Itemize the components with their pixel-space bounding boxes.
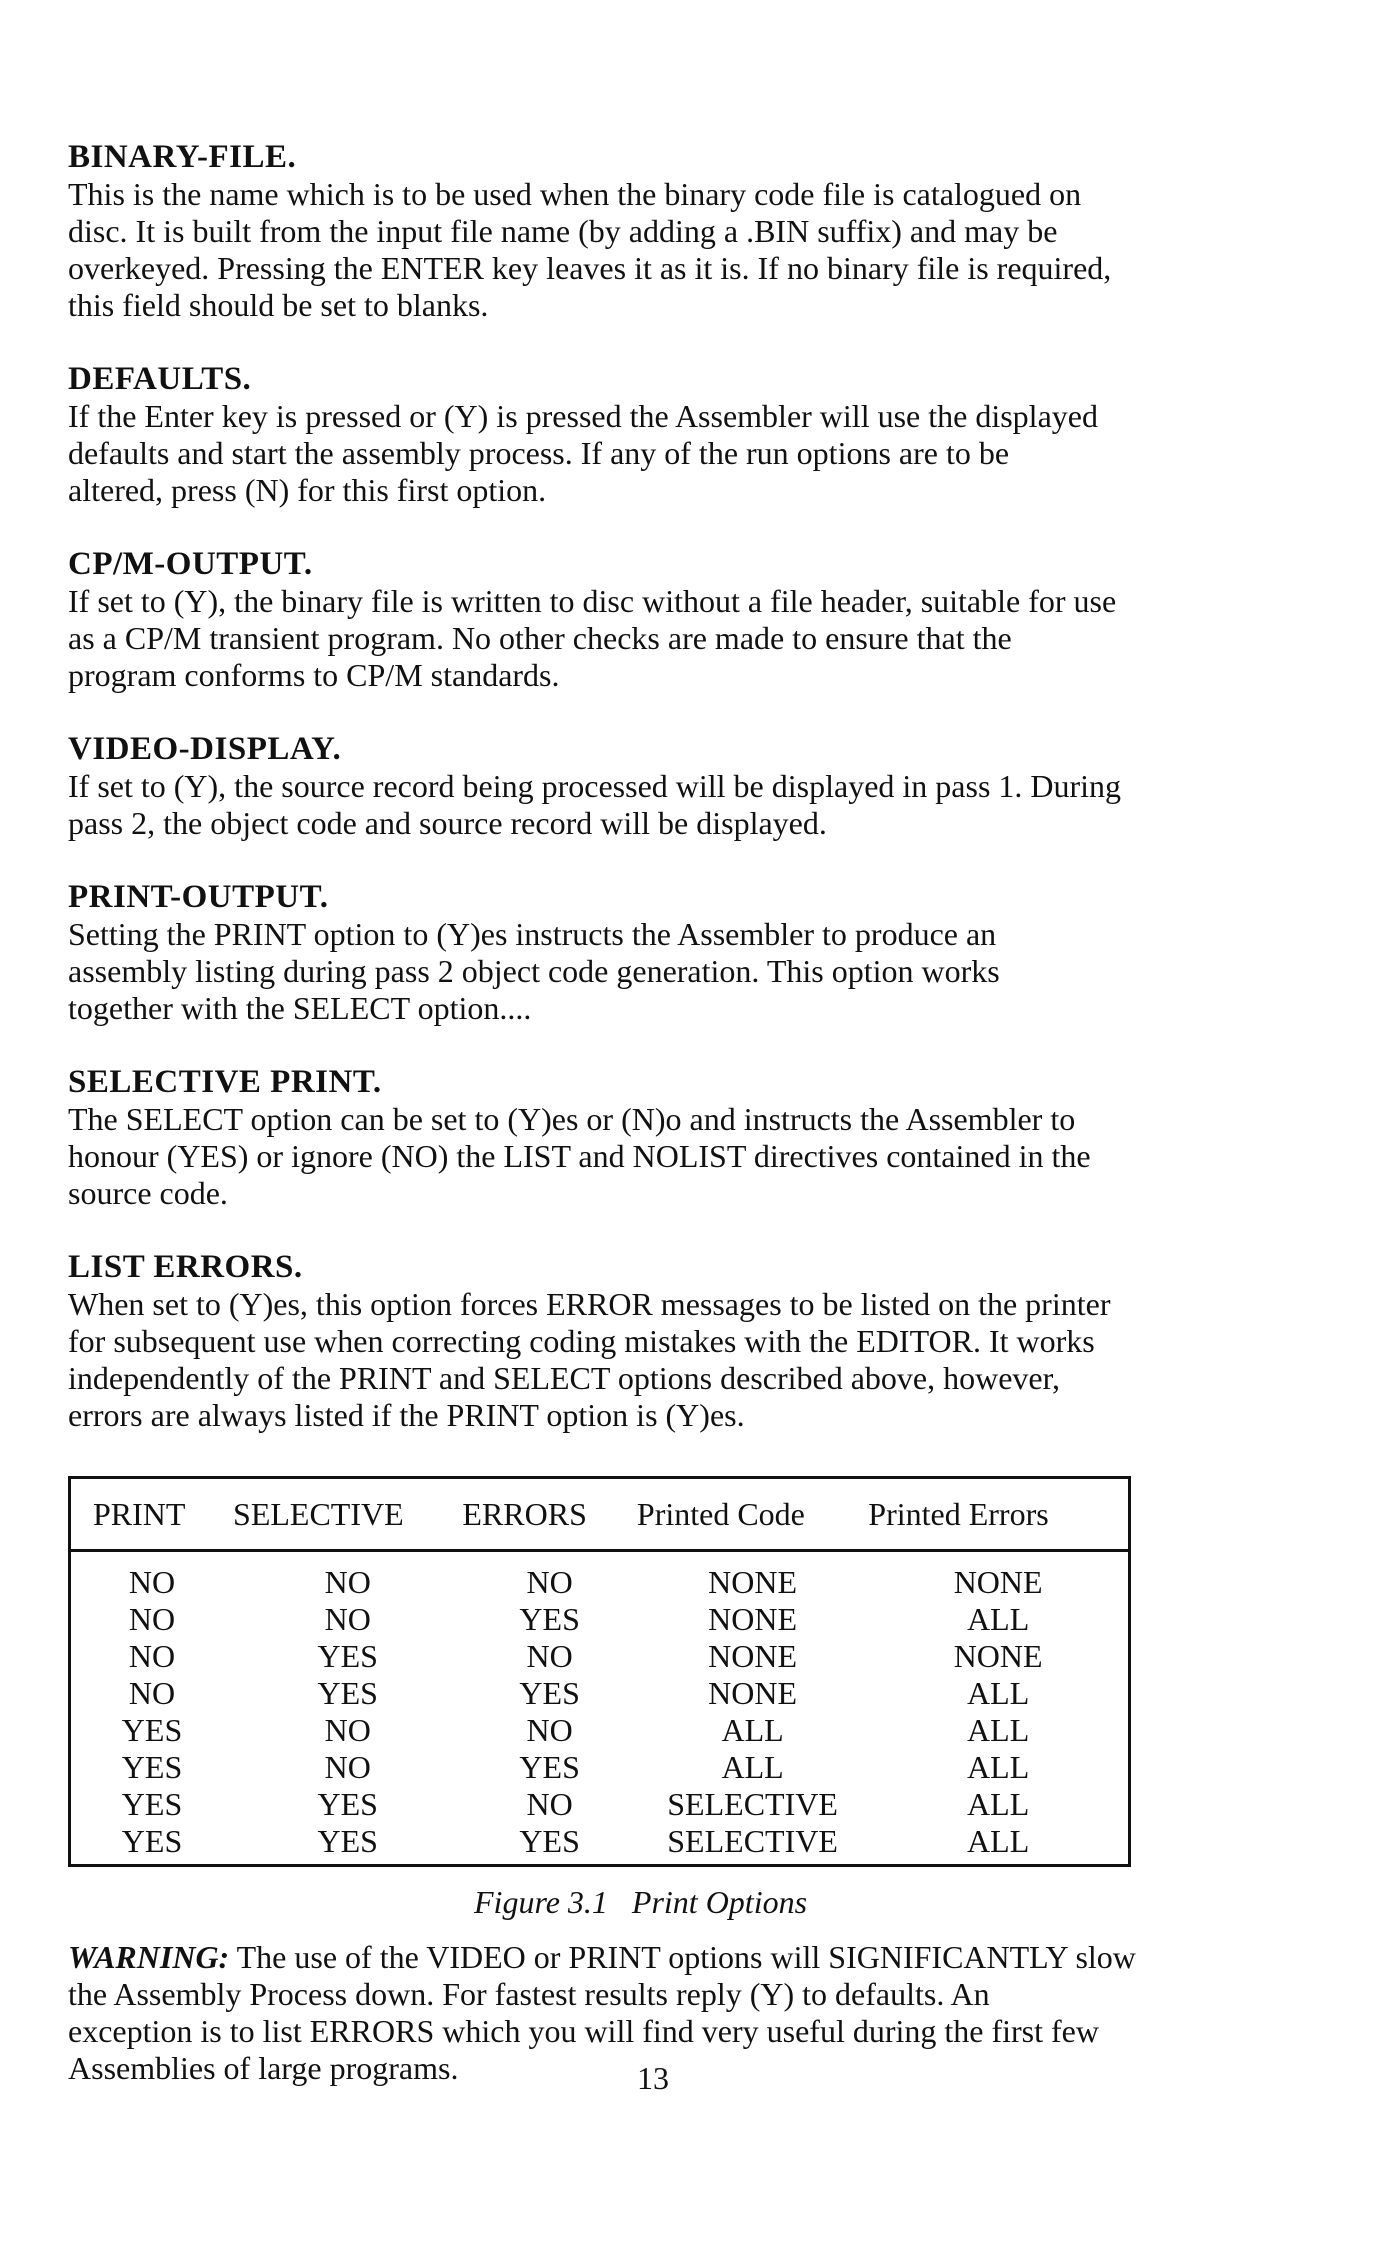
table-cell: YES xyxy=(519,1601,580,1637)
body-line: program conforms to CP/M standards. xyxy=(68,657,560,693)
body-line: If set to (Y), the binary file is written to disc without a file header, suitable for use xyxy=(68,583,1117,619)
table-cell: YES xyxy=(121,1712,183,1748)
table-cell: SELECTIVE xyxy=(667,1786,838,1822)
body-line: errors are always listed if the PRINT option is (Y)es. xyxy=(68,1397,745,1433)
section-binary-file xyxy=(68,138,1238,324)
table-cell: NONE xyxy=(708,1638,798,1674)
body-line: for subsequent use when correcting coding mistakes with the EDITOR. It works xyxy=(68,1323,1095,1359)
figure-number: Figure 3.1 xyxy=(474,1884,608,1920)
column-header: SELECTIVE xyxy=(233,1478,462,1551)
body-line: assembly listing during pass 2 object code generation. This option works xyxy=(68,953,1000,989)
table-row xyxy=(70,1786,1130,1823)
document-page xyxy=(68,138,1238,2087)
table-cell: ALL xyxy=(967,1749,1030,1785)
table-row xyxy=(70,1601,1130,1638)
body-line: Setting the PRINT option to (Y)es instructs the Assembler to produce an xyxy=(68,916,997,952)
table-row xyxy=(70,1638,1130,1675)
body-line: disc. It is built from the input file name (by adding a .BIN suffix) and may be xyxy=(68,213,1058,249)
body-line: together with the SELECT option.... xyxy=(68,990,532,1026)
table-row xyxy=(70,1749,1130,1786)
section-list-errors xyxy=(68,1248,1238,1434)
table-cell: YES xyxy=(121,1823,183,1859)
body-line: overkeyed. Pressing the ENTER key leaves it as it is. If no binary file is required, xyxy=(68,250,1112,286)
table-cell: NO xyxy=(128,1564,176,1600)
table-cell: NO xyxy=(128,1675,176,1711)
table-cell: ALL xyxy=(967,1712,1030,1748)
table-cell: YES xyxy=(317,1675,378,1711)
table-cell: YES xyxy=(317,1638,378,1674)
table-cell: NO xyxy=(128,1638,176,1674)
body-line: this field should be set to blanks. xyxy=(68,287,489,323)
table-cell: NONE xyxy=(708,1564,798,1600)
warning-line-1 xyxy=(68,1939,1238,1976)
table-header-row xyxy=(70,1478,1130,1551)
body-line: The use of the VIDEO or PRINT options will SIGNIFICANTLY slow xyxy=(229,1939,1136,1975)
body-line: altered, press (N) for this first option. xyxy=(68,472,547,508)
table-row xyxy=(70,1551,1130,1602)
section-body xyxy=(68,176,1238,324)
section-cpm-output xyxy=(68,545,1238,694)
section-video-display xyxy=(68,730,1238,842)
table-cell: NO xyxy=(128,1601,176,1637)
body-line: defaults and start the assembly process. If any of the run options are to be xyxy=(68,435,1010,471)
body-line: the Assembly Process down. For fastest results reply (Y) to defaults. An xyxy=(68,1976,990,2012)
table-cell: YES xyxy=(121,1786,183,1822)
table-cell: SELECTIVE xyxy=(667,1823,838,1859)
body-line: exception is to list ERRORS which you will find very useful during the first few xyxy=(68,2013,1099,2049)
table-cell: NONE xyxy=(953,1564,1043,1600)
section-heading: LIST ERRORS. xyxy=(68,1249,303,1285)
column-header: Printed Errors xyxy=(868,1478,1129,1551)
section-selective-print xyxy=(68,1063,1238,1212)
body-line: If the Enter key is pressed or (Y) is pressed the Assembler will use the displayed xyxy=(68,398,1098,434)
table-cell: YES xyxy=(317,1823,378,1859)
table-cell: NO xyxy=(324,1601,371,1637)
table-cell: NO xyxy=(526,1564,573,1600)
figure-title: Print Options xyxy=(631,1884,808,1920)
table-cell: YES xyxy=(519,1675,580,1711)
section-body xyxy=(68,916,1238,1027)
table-cell: ALL xyxy=(967,1786,1030,1822)
table-cell: ALL xyxy=(967,1675,1030,1711)
body-line: This is the name which is to be used when the binary code file is catalogued on xyxy=(68,176,1082,212)
section-heading: VIDEO-DISPLAY. xyxy=(68,731,342,767)
section-defaults xyxy=(68,360,1238,509)
table-row xyxy=(70,1675,1130,1712)
section-body xyxy=(68,1101,1238,1212)
body-line: source code. xyxy=(68,1175,228,1211)
section-print-output xyxy=(68,878,1238,1027)
body-line: If set to (Y), the source record being processed will be displayed in pass 1. During xyxy=(68,768,1122,804)
warning-label: WARNING: xyxy=(68,1939,230,1975)
table-cell: YES xyxy=(519,1823,580,1859)
section-heading: PRINT-OUTPUT. xyxy=(68,879,329,915)
body-line: pass 2, the object code and source record will be displayed. xyxy=(68,805,827,841)
page-number: 13 xyxy=(637,2060,669,2096)
table-cell: NONE xyxy=(708,1675,798,1711)
table-row xyxy=(70,1712,1130,1749)
table-cell: NO xyxy=(324,1749,371,1785)
table-cell: NO xyxy=(526,1786,573,1822)
table-cell: NONE xyxy=(953,1638,1043,1674)
column-header: ERRORS xyxy=(462,1478,636,1551)
column-header: PRINT xyxy=(70,1478,234,1551)
table-cell: YES xyxy=(519,1749,580,1785)
table-cell: ALL xyxy=(967,1823,1030,1859)
body-line: independently of the PRINT and SELECT options described above, however, xyxy=(68,1360,1060,1396)
section-body xyxy=(68,768,1238,842)
table-cell: NO xyxy=(526,1712,573,1748)
section-heading: CP/M-OUTPUT. xyxy=(68,546,313,582)
table-cell: ALL xyxy=(721,1749,784,1785)
section-body xyxy=(68,398,1238,509)
section-heading: DEFAULTS. xyxy=(68,361,252,397)
table-cell: ALL xyxy=(967,1601,1030,1637)
section-heading: SELECTIVE PRINT. xyxy=(68,1064,382,1100)
table-cell: YES xyxy=(317,1786,378,1822)
table-cell: YES xyxy=(121,1749,183,1785)
table-cell: NONE xyxy=(708,1601,798,1637)
body-line: When set to (Y)es, this option forces ERROR messages to be listed on the printer xyxy=(68,1286,1111,1322)
body-line: The SELECT option can be set to (Y)es or (N)o and instructs the Assembler to xyxy=(68,1101,1076,1137)
section-heading: BINARY-FILE. xyxy=(68,139,297,175)
body-line: as a CP/M transient program. No other checks are made to ensure that the xyxy=(68,620,1012,656)
table-row xyxy=(70,1823,1130,1866)
column-header: Printed Code xyxy=(637,1478,868,1551)
body-line: honour (YES) or ignore (NO) the LIST and NOLIST directives contained in the xyxy=(68,1138,1091,1174)
section-body xyxy=(68,583,1238,694)
figure-caption xyxy=(68,1883,1238,1921)
table-cell: NO xyxy=(526,1638,573,1674)
table-cell: NO xyxy=(324,1712,371,1748)
section-body xyxy=(68,1286,1238,1434)
body-line: Assemblies of large programs. xyxy=(68,2050,459,2086)
print-options-table xyxy=(68,1476,1131,1867)
table-cell: NO xyxy=(324,1564,371,1600)
table-cell: ALL xyxy=(721,1712,784,1748)
